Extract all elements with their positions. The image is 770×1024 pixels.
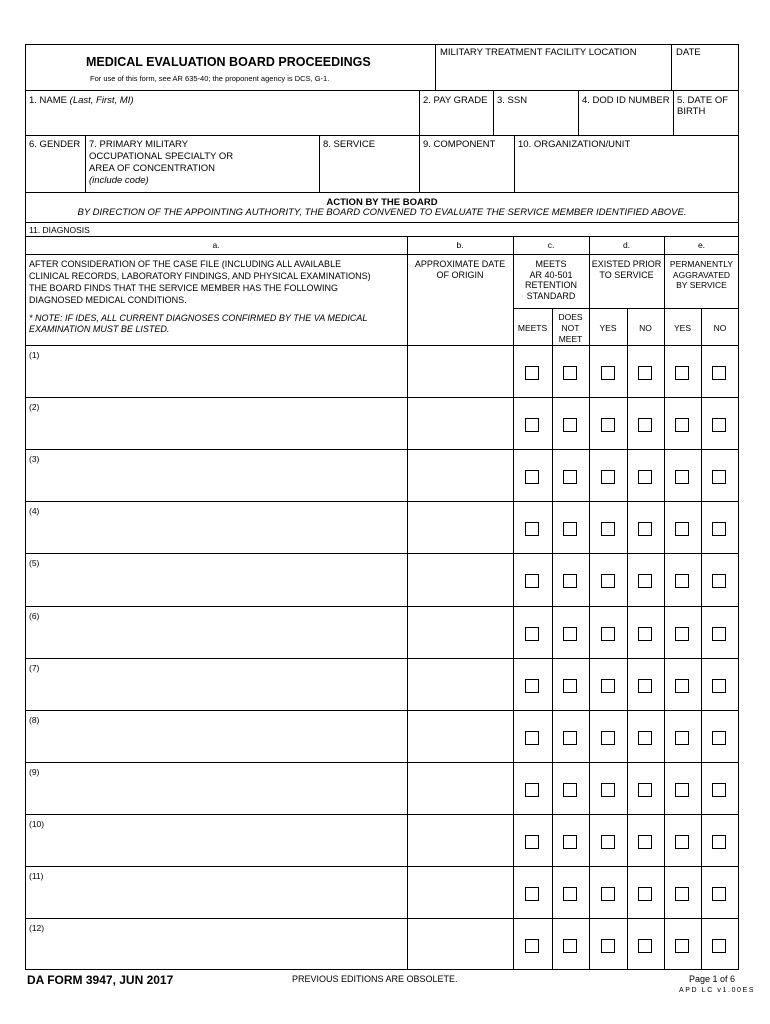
col-a-text-3: THE BOARD FINDS THAT THE SERVICE MEMBER HAS THE FOLLOWING: [29, 283, 339, 293]
existed-no-checkbox[interactable]: [638, 470, 652, 484]
sub-does-not-meet-2: NOT: [561, 323, 580, 333]
sub-does-not-meet-3: MEET: [558, 334, 583, 344]
component-label: 9. COMPONENT: [423, 139, 496, 150]
note-text-1: * NOTE: IF IDES, ALL CURRENT DIAGNOSES CONFIRMED BY THE VA MEDICAL: [29, 313, 368, 323]
does-not-meet-checkbox[interactable]: [563, 731, 577, 745]
diagnosis-row-label: (4): [29, 506, 40, 517]
diagnosis-field[interactable]: [27, 465, 406, 499]
does-not-meet-checkbox[interactable]: [563, 627, 577, 641]
does-not-meet-checkbox[interactable]: [563, 366, 577, 380]
aggravated-no-checkbox[interactable]: [712, 731, 726, 745]
diagnosis-row-label: (12): [29, 923, 45, 934]
diagnosis-field[interactable]: [27, 413, 406, 447]
aggravated-no-checkbox[interactable]: [712, 887, 726, 901]
date-of-origin-field[interactable]: [409, 555, 512, 603]
meets-checkbox[interactable]: [525, 574, 539, 588]
component-field[interactable]: [420, 152, 513, 191]
existed-no-checkbox[interactable]: [638, 939, 652, 953]
aggravated-yes-checkbox[interactable]: [675, 731, 689, 745]
aggravated-no-checkbox[interactable]: [712, 783, 726, 797]
aggravated-yes-checkbox[interactable]: [675, 574, 689, 588]
gender-label: 6. GENDER: [29, 139, 81, 150]
existed-yes-checkbox[interactable]: [601, 522, 615, 536]
col-a-text-2: CLINICAL RECORDS, LABORATORY FINDINGS, AND PHYSICAL EXAMINATIONS): [29, 271, 371, 281]
dob-field[interactable]: [674, 118, 738, 134]
pay-grade-field[interactable]: [420, 107, 492, 134]
col-e-text-3: BY SERVICE: [676, 280, 727, 290]
diagnosis-field[interactable]: [27, 830, 406, 864]
meets-checkbox[interactable]: [525, 835, 539, 849]
diagnosis-field[interactable]: [27, 934, 406, 968]
existed-yes-checkbox[interactable]: [601, 418, 615, 432]
existed-no-checkbox[interactable]: [638, 366, 652, 380]
meets-checkbox[interactable]: [525, 731, 539, 745]
diagnosis-row-label: (2): [29, 402, 40, 413]
name-label: [29, 95, 134, 106]
diagnosis-row-label: (7): [29, 662, 40, 673]
diagnosis-row-label: (6): [29, 610, 40, 621]
date-of-origin-field[interactable]: [409, 816, 512, 864]
does-not-meet-checkbox[interactable]: [563, 522, 577, 536]
mos-label-line3: AREA OF CONCENTRATION: [89, 163, 215, 174]
form-id: DA FORM 3947, JUN 2017: [27, 973, 174, 987]
org-unit-field[interactable]: [515, 152, 738, 191]
org-unit-label: 10. ORGANIZATION/UNIT: [518, 139, 631, 150]
aggravated-yes-checkbox[interactable]: [675, 887, 689, 901]
col-e-text-1: PERMANENTLY: [669, 259, 734, 269]
sub-aggravated-yes: YES: [673, 323, 691, 333]
sub-aggravated-no: NO: [713, 323, 727, 333]
note-text-2: EXAMINATION MUST BE LISTED.: [29, 324, 170, 334]
date-of-origin-field[interactable]: [409, 347, 512, 395]
does-not-meet-checkbox[interactable]: [563, 574, 577, 588]
mos-label-line1: 7. PRIMARY MILITARY: [89, 139, 189, 150]
existed-no-checkbox[interactable]: [638, 835, 652, 849]
existed-yes-checkbox[interactable]: [601, 783, 615, 797]
date-of-origin-field[interactable]: [409, 764, 512, 812]
name-label-num: 1. NAME: [29, 95, 68, 106]
pay-grade-label: 2. PAY GRADE: [423, 95, 488, 106]
page-number: Page 1 of 6: [689, 974, 736, 984]
dob-label-line2: BIRTH: [677, 106, 706, 117]
sub-existed-yes: YES: [599, 323, 617, 333]
row-divider: [25, 762, 739, 763]
form-title: MEDICAL EVALUATION BOARD PROCEEDINGS: [86, 55, 371, 69]
service-field[interactable]: [320, 152, 418, 191]
date-of-origin-field[interactable]: [409, 399, 512, 447]
row-divider: [25, 658, 739, 659]
existed-yes-checkbox[interactable]: [601, 939, 615, 953]
col-letter-b: b.: [456, 240, 464, 250]
aggravated-no-checkbox[interactable]: [712, 418, 726, 432]
existed-no-checkbox[interactable]: [638, 679, 652, 693]
row-divider: [25, 710, 739, 711]
existed-no-checkbox[interactable]: [638, 574, 652, 588]
col-c-text-3: RETENTION: [524, 280, 577, 290]
ssn-label: 3. SSN: [497, 95, 528, 106]
ssn-field[interactable]: [494, 107, 577, 134]
sub-meets: MEETS: [517, 323, 548, 333]
date-label: DATE: [676, 47, 701, 58]
meets-checkbox[interactable]: [525, 627, 539, 641]
does-not-meet-checkbox[interactable]: [563, 887, 577, 901]
aggravated-yes-checkbox[interactable]: [675, 522, 689, 536]
dob-label-line1: 5. DATE OF: [677, 95, 729, 106]
aggravated-no-checkbox[interactable]: [712, 574, 726, 588]
aggravated-no-checkbox[interactable]: [712, 627, 726, 641]
mos-field[interactable]: [245, 152, 318, 191]
form-version: APD LC v1.00ES: [679, 987, 756, 994]
row-divider: [25, 397, 739, 398]
diagnosis-row-label: (1): [29, 350, 40, 360]
diagnosis-row-label: (3): [29, 454, 40, 465]
meets-checkbox[interactable]: [525, 939, 539, 953]
gender-field[interactable]: [27, 152, 84, 191]
diagnosis-section-label: 11. DIAGNOSIS: [29, 225, 90, 235]
existed-yes-checkbox[interactable]: [601, 835, 615, 849]
board-heading: ACTION BY THE BOARD: [326, 197, 438, 208]
existed-no-checkbox[interactable]: [638, 731, 652, 745]
diagnosis-field[interactable]: [27, 778, 406, 812]
existed-yes-checkbox[interactable]: [601, 627, 615, 641]
meets-checkbox[interactable]: [525, 470, 539, 484]
meets-checkbox[interactable]: [525, 366, 539, 380]
does-not-meet-checkbox[interactable]: [563, 679, 577, 693]
aggravated-no-checkbox[interactable]: [712, 366, 726, 380]
date-of-origin-field[interactable]: [409, 451, 512, 499]
sub-existed-no: NO: [639, 323, 652, 333]
col-b-text-2: OF ORIGIN: [436, 270, 484, 280]
diagnosis-row-label: (10): [29, 818, 45, 829]
existed-yes-checkbox[interactable]: [601, 887, 615, 901]
row-divider: [25, 814, 739, 815]
col-a-text-4: DIAGNOSED MEDICAL CONDITIONS.: [29, 295, 187, 305]
date-of-origin-field[interactable]: [409, 503, 512, 551]
diagnosis-row-label: (8): [29, 714, 40, 725]
aggravated-no-checkbox[interactable]: [712, 470, 726, 484]
aggravated-yes-checkbox[interactable]: [675, 783, 689, 797]
date-of-origin-field[interactable]: [409, 660, 512, 708]
row-divider: [25, 553, 739, 554]
aggravated-yes-checkbox[interactable]: [675, 366, 689, 380]
existed-yes-checkbox[interactable]: [601, 470, 615, 484]
aggravated-yes-checkbox[interactable]: [675, 939, 689, 953]
date-of-origin-field[interactable]: [409, 920, 512, 968]
aggravated-yes-checkbox[interactable]: [675, 835, 689, 849]
col-d-text-1: EXISTED PRIOR: [591, 259, 662, 269]
does-not-meet-checkbox[interactable]: [563, 418, 577, 432]
diagnosis-field[interactable]: [27, 569, 406, 603]
row-divider: [25, 449, 739, 450]
col-letter-a: a.: [212, 240, 220, 250]
diagnosis-row-label: (9): [29, 766, 40, 777]
date-of-origin-field[interactable]: [409, 608, 512, 656]
form-subtitle: For use of this form, see AR 635-40; the proponent agency is DCS, G-1.: [90, 74, 330, 83]
col-a-text-1: AFTER CONSIDERATION OF THE CASE FILE (INCLUDING ALL AVAILABLE: [29, 259, 342, 269]
diagnosis-field[interactable]: [27, 622, 406, 656]
aggravated-no-checkbox[interactable]: [712, 522, 726, 536]
dod-id-field[interactable]: [579, 107, 672, 134]
does-not-meet-checkbox[interactable]: [563, 835, 577, 849]
sub-does-not-meet-1: DOES: [558, 312, 583, 322]
obsolete-notice: PREVIOUS EDITIONS ARE OBSOLETE.: [292, 974, 458, 984]
col-e-text-2: AGGRAVATED: [672, 270, 731, 280]
meets-checkbox[interactable]: [525, 783, 539, 797]
board-direction: BY DIRECTION OF THE APPOINTING AUTHORITY, THE BOARD CONVENED TO EVALUATE THE SERVICE MEMBER IDENTIFIED ABOVE.: [77, 207, 687, 218]
service-label: 8. SERVICE: [323, 139, 376, 150]
row-divider: [25, 606, 739, 607]
existed-yes-checkbox[interactable]: [601, 679, 615, 693]
date-of-origin-field[interactable]: [409, 712, 512, 760]
row-divider: [25, 918, 739, 919]
col-letter-d: d.: [622, 240, 631, 250]
aggravated-yes-checkbox[interactable]: [675, 470, 689, 484]
mtf-location-field[interactable]: [436, 58, 671, 90]
meets-checkbox[interactable]: [525, 418, 539, 432]
diagnosis-row-label: (11): [29, 871, 44, 881]
mos-label-line2: OCCUPATIONAL SPECIALTY OR: [89, 151, 234, 162]
col-c-text-2: AR 40-501: [529, 270, 573, 280]
diagnosis-field[interactable]: [27, 361, 406, 395]
diagnosis-field[interactable]: [27, 726, 406, 760]
col-b-text-1: APPROXIMATE DATE: [414, 259, 506, 269]
meets-checkbox[interactable]: [525, 887, 539, 901]
existed-yes-checkbox[interactable]: [601, 366, 615, 380]
row-divider: [25, 866, 739, 867]
col-c-text-1: MEETS: [535, 259, 567, 269]
existed-no-checkbox[interactable]: [638, 783, 652, 797]
aggravated-yes-checkbox[interactable]: [675, 418, 689, 432]
diagnosis-field[interactable]: [27, 517, 406, 551]
name-label-hint: (Last, First, MI): [69, 95, 134, 106]
diagnosis-field[interactable]: [27, 674, 406, 708]
name-field[interactable]: [27, 107, 418, 134]
aggravated-no-checkbox[interactable]: [712, 835, 726, 849]
row-divider: [25, 501, 739, 502]
does-not-meet-checkbox[interactable]: [563, 783, 577, 797]
diagnosis-field[interactable]: [27, 882, 406, 916]
col-c-text-4: STANDARD: [526, 291, 576, 301]
does-not-meet-checkbox[interactable]: [563, 470, 577, 484]
mos-label-line4: (include code): [89, 175, 149, 186]
date-of-origin-field[interactable]: [409, 868, 512, 916]
col-letter-c: c.: [547, 240, 555, 250]
existed-no-checkbox[interactable]: [638, 887, 652, 901]
aggravated-yes-checkbox[interactable]: [675, 679, 689, 693]
mtf-location-label: MILITARY TREATMENT FACILITY LOCATION: [440, 47, 637, 58]
col-letter-e: e.: [697, 240, 706, 250]
aggravated-no-checkbox[interactable]: [712, 939, 726, 953]
diagnosis-row-label: (5): [29, 558, 40, 569]
existed-no-checkbox[interactable]: [638, 627, 652, 641]
dod-id-label: 4. DOD ID NUMBER: [582, 95, 670, 106]
aggravated-no-checkbox[interactable]: [712, 679, 726, 693]
existed-no-checkbox[interactable]: [638, 418, 652, 432]
aggravated-yes-checkbox[interactable]: [675, 627, 689, 641]
existed-no-checkbox[interactable]: [638, 522, 652, 536]
does-not-meet-checkbox[interactable]: [563, 939, 577, 953]
col-d-text-2: TO SERVICE: [599, 270, 654, 280]
meets-checkbox[interactable]: [525, 679, 539, 693]
date-field[interactable]: [672, 58, 738, 90]
meets-checkbox[interactable]: [525, 522, 539, 536]
existed-yes-checkbox[interactable]: [601, 574, 615, 588]
existed-yes-checkbox[interactable]: [601, 731, 615, 745]
